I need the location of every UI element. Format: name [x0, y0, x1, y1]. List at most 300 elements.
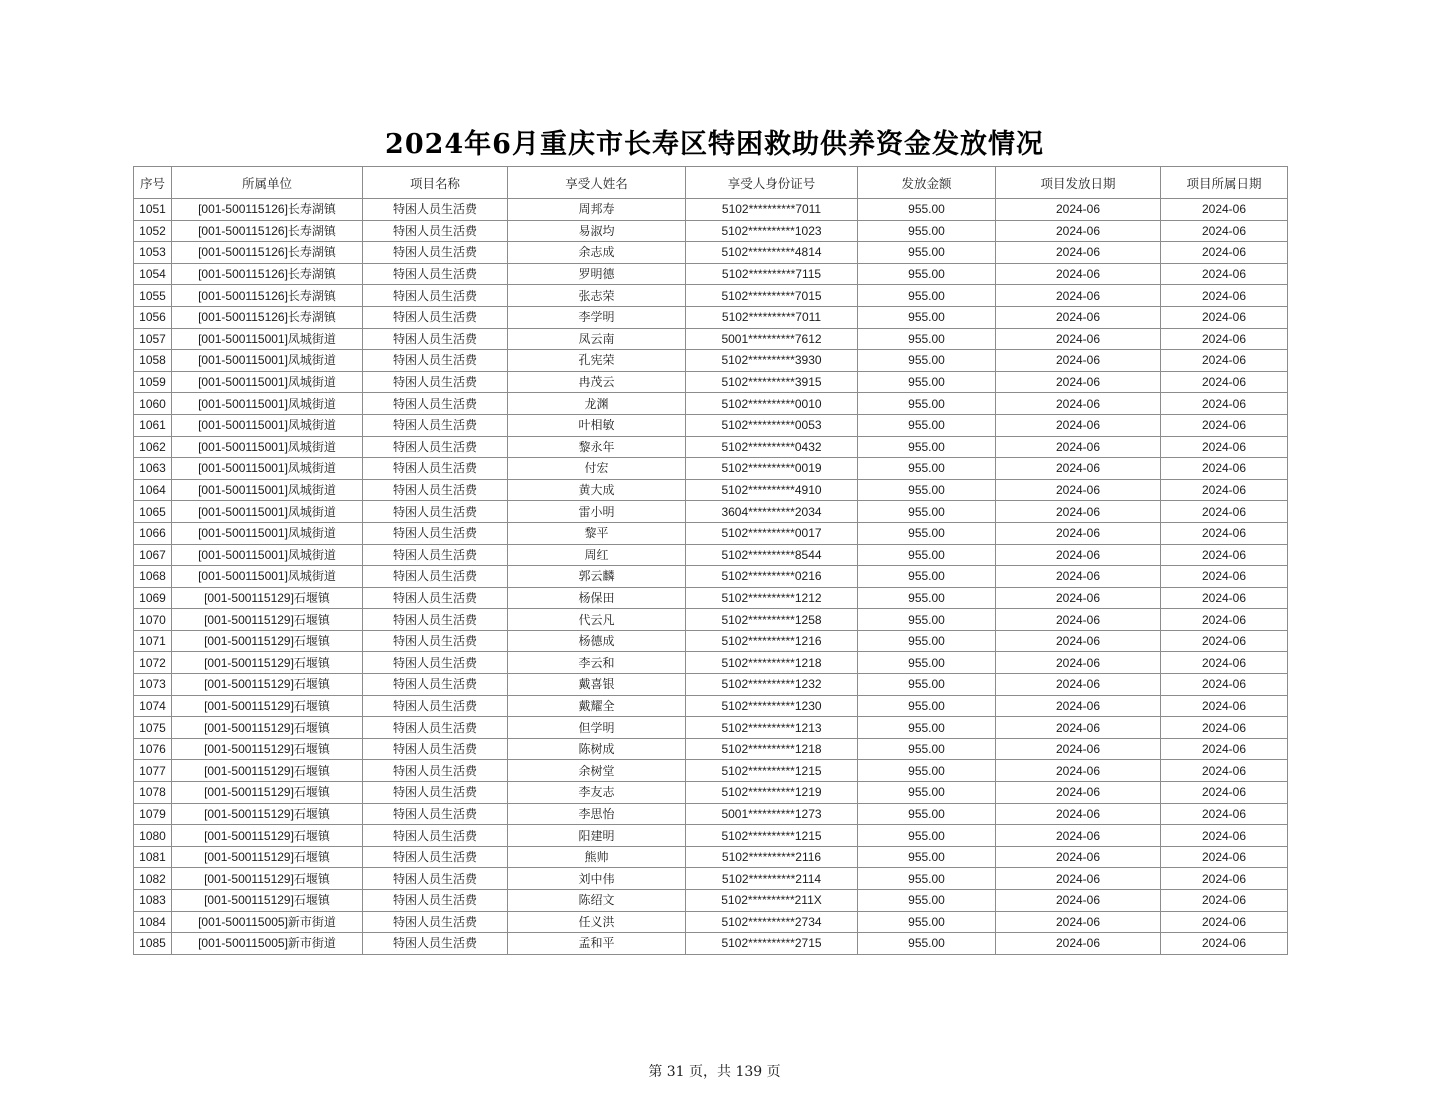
- cell-amount: 955.00: [858, 911, 996, 933]
- cell-amount: 955.00: [858, 458, 996, 480]
- cell-serial: 1084: [134, 911, 172, 933]
- cell-issue-date: 2024-06: [996, 587, 1161, 609]
- cell-name: 刘中伟: [508, 868, 686, 890]
- table-row: [134, 674, 1288, 696]
- cell-serial: 1053: [134, 242, 172, 264]
- cell-issue-date: 2024-06: [996, 285, 1161, 307]
- cell-name: 张志荣: [508, 285, 686, 307]
- cell-amount: 955.00: [858, 868, 996, 890]
- cell-issue-date: 2024-06: [996, 695, 1161, 717]
- cell-amount: 955.00: [858, 371, 996, 393]
- cell-unit: [001-500115129]石堰镇: [172, 738, 363, 760]
- cell-period-date: 2024-06: [1161, 803, 1288, 825]
- cell-project: 特困人员生活费: [363, 199, 508, 221]
- table-row: [134, 738, 1288, 760]
- cell-amount: 955.00: [858, 242, 996, 264]
- cell-serial: 1077: [134, 760, 172, 782]
- cell-issue-date: 2024-06: [996, 760, 1161, 782]
- cell-unit: [001-500115001]凤城街道: [172, 436, 363, 458]
- cell-unit: [001-500115001]凤城街道: [172, 501, 363, 523]
- cell-id-number: 5102**********7011: [686, 306, 858, 328]
- cell-id-number: 5102**********4910: [686, 479, 858, 501]
- cell-id-number: 5102**********0432: [686, 436, 858, 458]
- table-row: [134, 717, 1288, 739]
- cell-issue-date: 2024-06: [996, 458, 1161, 480]
- cell-amount: 955.00: [858, 803, 996, 825]
- cell-period-date: 2024-06: [1161, 414, 1288, 436]
- cell-period-date: 2024-06: [1161, 630, 1288, 652]
- cell-issue-date: 2024-06: [996, 306, 1161, 328]
- cell-issue-date: 2024-06: [996, 911, 1161, 933]
- table-row: [134, 933, 1288, 955]
- cell-project: 特困人员生活费: [363, 782, 508, 804]
- cell-issue-date: 2024-06: [996, 890, 1161, 912]
- cell-unit: [001-500115005]新市街道: [172, 933, 363, 955]
- table-row: [134, 609, 1288, 631]
- table-row: [134, 328, 1288, 350]
- grant-distribution-table: [133, 166, 1288, 955]
- cell-name: 李云和: [508, 652, 686, 674]
- cell-project: 特困人员生活费: [363, 501, 508, 523]
- cell-unit: [001-500115001]凤城街道: [172, 544, 363, 566]
- cell-period-date: 2024-06: [1161, 479, 1288, 501]
- col-header-serial: 序号: [134, 167, 172, 199]
- cell-unit: [001-500115129]石堰镇: [172, 868, 363, 890]
- cell-name: 冉茂云: [508, 371, 686, 393]
- table-row: [134, 825, 1288, 847]
- table-row: [134, 220, 1288, 242]
- cell-serial: 1064: [134, 479, 172, 501]
- cell-id-number: 5102**********0010: [686, 393, 858, 415]
- cell-amount: 955.00: [858, 350, 996, 372]
- cell-name: 周邦寿: [508, 199, 686, 221]
- cell-project: 特困人员生活费: [363, 566, 508, 588]
- cell-name: 陈绍文: [508, 890, 686, 912]
- cell-project: 特困人员生活费: [363, 825, 508, 847]
- cell-period-date: 2024-06: [1161, 199, 1288, 221]
- cell-issue-date: 2024-06: [996, 566, 1161, 588]
- cell-project: 特困人员生活费: [363, 479, 508, 501]
- cell-unit: [001-500115129]石堰镇: [172, 587, 363, 609]
- cell-amount: 955.00: [858, 566, 996, 588]
- cell-issue-date: 2024-06: [996, 630, 1161, 652]
- cell-serial: 1074: [134, 695, 172, 717]
- cell-name: 孔宪荣: [508, 350, 686, 372]
- cell-amount: 955.00: [858, 436, 996, 458]
- cell-serial: 1073: [134, 674, 172, 696]
- cell-period-date: 2024-06: [1161, 501, 1288, 523]
- cell-period-date: 2024-06: [1161, 587, 1288, 609]
- cell-project: 特困人员生活费: [363, 306, 508, 328]
- cell-period-date: 2024-06: [1161, 285, 1288, 307]
- cell-issue-date: 2024-06: [996, 609, 1161, 631]
- cell-unit: [001-500115001]凤城街道: [172, 414, 363, 436]
- cell-project: 特困人员生活费: [363, 760, 508, 782]
- cell-period-date: 2024-06: [1161, 371, 1288, 393]
- cell-project: 特困人员生活费: [363, 220, 508, 242]
- col-header-unit: 所属单位: [172, 167, 363, 199]
- cell-id-number: 5102**********0053: [686, 414, 858, 436]
- cell-id-number: 5102**********7011: [686, 199, 858, 221]
- cell-amount: 955.00: [858, 544, 996, 566]
- cell-period-date: 2024-06: [1161, 350, 1288, 372]
- table-row: [134, 760, 1288, 782]
- cell-project: 特困人员生活费: [363, 933, 508, 955]
- cell-serial: 1085: [134, 933, 172, 955]
- cell-period-date: 2024-06: [1161, 242, 1288, 264]
- cell-project: 特困人员生活费: [363, 242, 508, 264]
- cell-amount: 955.00: [858, 674, 996, 696]
- cell-issue-date: 2024-06: [996, 652, 1161, 674]
- cell-id-number: 5102**********1219: [686, 782, 858, 804]
- table-row: [134, 587, 1288, 609]
- table-row: [134, 630, 1288, 652]
- cell-id-number: 5102**********1258: [686, 609, 858, 631]
- cell-id-number: 5102**********1023: [686, 220, 858, 242]
- table-header-row: [134, 167, 1288, 199]
- cell-period-date: 2024-06: [1161, 890, 1288, 912]
- cell-unit: [001-500115001]凤城街道: [172, 350, 363, 372]
- cell-id-number: 5102**********0017: [686, 522, 858, 544]
- cell-id-number: 5001**********7612: [686, 328, 858, 350]
- cell-project: 特困人员生活费: [363, 436, 508, 458]
- cell-serial: 1052: [134, 220, 172, 242]
- cell-issue-date: 2024-06: [996, 199, 1161, 221]
- col-header-id-number: 享受人身份证号: [686, 167, 858, 199]
- page-number-footer: 第 31 页，共 139 页: [648, 1064, 781, 1080]
- cell-name: 易淑均: [508, 220, 686, 242]
- cell-unit: [001-500115126]长寿湖镇: [172, 285, 363, 307]
- cell-unit: [001-500115129]石堰镇: [172, 652, 363, 674]
- cell-project: 特困人员生活费: [363, 522, 508, 544]
- cell-period-date: 2024-06: [1161, 306, 1288, 328]
- table-row: [134, 242, 1288, 264]
- cell-amount: 955.00: [858, 501, 996, 523]
- cell-issue-date: 2024-06: [996, 868, 1161, 890]
- cell-project: 特困人员生活费: [363, 803, 508, 825]
- cell-issue-date: 2024-06: [996, 220, 1161, 242]
- cell-project: 特困人员生活费: [363, 846, 508, 868]
- cell-project: 特困人员生活费: [363, 868, 508, 890]
- cell-name: 陈树成: [508, 738, 686, 760]
- cell-issue-date: 2024-06: [996, 263, 1161, 285]
- cell-amount: 955.00: [858, 522, 996, 544]
- cell-name: 戴耀全: [508, 695, 686, 717]
- cell-project: 特困人员生活费: [363, 911, 508, 933]
- table-row: [134, 458, 1288, 480]
- cell-issue-date: 2024-06: [996, 738, 1161, 760]
- cell-unit: [001-500115129]石堰镇: [172, 782, 363, 804]
- cell-serial: 1055: [134, 285, 172, 307]
- cell-project: 特困人员生活费: [363, 544, 508, 566]
- cell-unit: [001-500115126]长寿湖镇: [172, 306, 363, 328]
- cell-name: 余志成: [508, 242, 686, 264]
- cell-serial: 1080: [134, 825, 172, 847]
- cell-unit: [001-500115129]石堰镇: [172, 630, 363, 652]
- cell-issue-date: 2024-06: [996, 674, 1161, 696]
- table-row: [134, 695, 1288, 717]
- cell-amount: 955.00: [858, 695, 996, 717]
- cell-serial: 1078: [134, 782, 172, 804]
- table-row: [134, 501, 1288, 523]
- cell-name: 李友志: [508, 782, 686, 804]
- cell-id-number: 5102**********1213: [686, 717, 858, 739]
- table-row: [134, 414, 1288, 436]
- table-row: [134, 263, 1288, 285]
- page-title: 2024年6月重庆市长寿区特困救助供养资金发放情况: [385, 129, 1044, 160]
- cell-period-date: 2024-06: [1161, 544, 1288, 566]
- cell-unit: [001-500115126]长寿湖镇: [172, 242, 363, 264]
- cell-serial: 1083: [134, 890, 172, 912]
- cell-name: 凤云南: [508, 328, 686, 350]
- cell-id-number: 5102**********1215: [686, 760, 858, 782]
- table-row: [134, 890, 1288, 912]
- cell-period-date: 2024-06: [1161, 609, 1288, 631]
- cell-unit: [001-500115129]石堰镇: [172, 695, 363, 717]
- cell-issue-date: 2024-06: [996, 501, 1161, 523]
- cell-project: 特困人员生活费: [363, 652, 508, 674]
- cell-id-number: 5102**********8544: [686, 544, 858, 566]
- cell-period-date: 2024-06: [1161, 436, 1288, 458]
- cell-name: 杨保田: [508, 587, 686, 609]
- cell-id-number: 5102**********7115: [686, 263, 858, 285]
- cell-serial: 1069: [134, 587, 172, 609]
- cell-period-date: 2024-06: [1161, 566, 1288, 588]
- cell-serial: 1075: [134, 717, 172, 739]
- table-row: [134, 911, 1288, 933]
- cell-serial: 1066: [134, 522, 172, 544]
- cell-project: 特困人员生活费: [363, 393, 508, 415]
- cell-amount: 955.00: [858, 717, 996, 739]
- cell-project: 特困人员生活费: [363, 695, 508, 717]
- table-row: [134, 285, 1288, 307]
- cell-unit: [001-500115005]新市街道: [172, 911, 363, 933]
- cell-project: 特困人员生活费: [363, 738, 508, 760]
- cell-issue-date: 2024-06: [996, 414, 1161, 436]
- cell-issue-date: 2024-06: [996, 242, 1161, 264]
- cell-amount: 955.00: [858, 933, 996, 955]
- cell-period-date: 2024-06: [1161, 458, 1288, 480]
- col-header-project: 项目名称: [363, 167, 508, 199]
- cell-period-date: 2024-06: [1161, 328, 1288, 350]
- cell-name: 孟和平: [508, 933, 686, 955]
- cell-unit: [001-500115001]凤城街道: [172, 371, 363, 393]
- cell-id-number: 5102**********1230: [686, 695, 858, 717]
- cell-name: 阳建明: [508, 825, 686, 847]
- cell-serial: 1081: [134, 846, 172, 868]
- cell-name: 代云凡: [508, 609, 686, 631]
- cell-id-number: 5102**********3930: [686, 350, 858, 372]
- cell-id-number: 5102**********1232: [686, 674, 858, 696]
- cell-serial: 1065: [134, 501, 172, 523]
- cell-issue-date: 2024-06: [996, 717, 1161, 739]
- cell-period-date: 2024-06: [1161, 652, 1288, 674]
- cell-unit: [001-500115001]凤城街道: [172, 458, 363, 480]
- cell-period-date: 2024-06: [1161, 846, 1288, 868]
- cell-serial: 1082: [134, 868, 172, 890]
- cell-project: 特困人员生活费: [363, 371, 508, 393]
- cell-unit: [001-500115129]石堰镇: [172, 674, 363, 696]
- cell-project: 特困人员生活费: [363, 630, 508, 652]
- cell-period-date: 2024-06: [1161, 522, 1288, 544]
- cell-name: 叶相敏: [508, 414, 686, 436]
- cell-issue-date: 2024-06: [996, 328, 1161, 350]
- table-row: [134, 350, 1288, 372]
- cell-unit: [001-500115001]凤城街道: [172, 393, 363, 415]
- cell-id-number: 5102**********2734: [686, 911, 858, 933]
- cell-issue-date: 2024-06: [996, 846, 1161, 868]
- cell-serial: 1051: [134, 199, 172, 221]
- cell-unit: [001-500115129]石堰镇: [172, 803, 363, 825]
- table-row: [134, 436, 1288, 458]
- cell-name: 熊帅: [508, 846, 686, 868]
- cell-name: 戴喜银: [508, 674, 686, 696]
- cell-issue-date: 2024-06: [996, 825, 1161, 847]
- cell-amount: 955.00: [858, 393, 996, 415]
- cell-period-date: 2024-06: [1161, 717, 1288, 739]
- cell-amount: 955.00: [858, 890, 996, 912]
- cell-issue-date: 2024-06: [996, 436, 1161, 458]
- cell-period-date: 2024-06: [1161, 393, 1288, 415]
- table-row: [134, 782, 1288, 804]
- cell-amount: 955.00: [858, 285, 996, 307]
- cell-unit: [001-500115126]长寿湖镇: [172, 199, 363, 221]
- cell-serial: 1054: [134, 263, 172, 285]
- cell-unit: [001-500115129]石堰镇: [172, 890, 363, 912]
- cell-amount: 955.00: [858, 306, 996, 328]
- cell-issue-date: 2024-06: [996, 803, 1161, 825]
- cell-period-date: 2024-06: [1161, 674, 1288, 696]
- cell-period-date: 2024-06: [1161, 263, 1288, 285]
- cell-id-number: 5001**********1273: [686, 803, 858, 825]
- cell-amount: 955.00: [858, 652, 996, 674]
- cell-name: 黄大成: [508, 479, 686, 501]
- cell-project: 特困人员生活费: [363, 263, 508, 285]
- cell-issue-date: 2024-06: [996, 479, 1161, 501]
- cell-name: 周红: [508, 544, 686, 566]
- table-row: [134, 544, 1288, 566]
- cell-id-number: 5102**********7015: [686, 285, 858, 307]
- cell-period-date: 2024-06: [1161, 220, 1288, 242]
- cell-unit: [001-500115129]石堰镇: [172, 609, 363, 631]
- cell-unit: [001-500115126]长寿湖镇: [172, 263, 363, 285]
- cell-name: 黎平: [508, 522, 686, 544]
- cell-name: 雷小明: [508, 501, 686, 523]
- cell-id-number: 5102**********4814: [686, 242, 858, 264]
- cell-period-date: 2024-06: [1161, 868, 1288, 890]
- cell-amount: 955.00: [858, 328, 996, 350]
- table-row: [134, 868, 1288, 890]
- cell-id-number: 5102**********0216: [686, 566, 858, 588]
- cell-amount: 955.00: [858, 825, 996, 847]
- cell-issue-date: 2024-06: [996, 371, 1161, 393]
- cell-amount: 955.00: [858, 199, 996, 221]
- cell-serial: 1062: [134, 436, 172, 458]
- cell-period-date: 2024-06: [1161, 695, 1288, 717]
- cell-period-date: 2024-06: [1161, 760, 1288, 782]
- cell-project: 特困人员生活费: [363, 285, 508, 307]
- cell-name: 杨德成: [508, 630, 686, 652]
- cell-issue-date: 2024-06: [996, 782, 1161, 804]
- cell-amount: 955.00: [858, 630, 996, 652]
- cell-issue-date: 2024-06: [996, 933, 1161, 955]
- cell-unit: [001-500115126]长寿湖镇: [172, 220, 363, 242]
- table-row: [134, 479, 1288, 501]
- cell-serial: 1076: [134, 738, 172, 760]
- cell-project: 特困人员生活费: [363, 350, 508, 372]
- cell-serial: 1059: [134, 371, 172, 393]
- cell-serial: 1072: [134, 652, 172, 674]
- cell-project: 特困人员生活费: [363, 717, 508, 739]
- cell-id-number: 5102**********2114: [686, 868, 858, 890]
- table-row: [134, 522, 1288, 544]
- cell-serial: 1079: [134, 803, 172, 825]
- cell-issue-date: 2024-06: [996, 393, 1161, 415]
- cell-amount: 955.00: [858, 414, 996, 436]
- cell-serial: 1057: [134, 328, 172, 350]
- cell-issue-date: 2024-06: [996, 350, 1161, 372]
- table-row: [134, 371, 1288, 393]
- cell-amount: 955.00: [858, 846, 996, 868]
- table-row: [134, 652, 1288, 674]
- cell-amount: 955.00: [858, 220, 996, 242]
- cell-serial: 1058: [134, 350, 172, 372]
- cell-name: 李学明: [508, 306, 686, 328]
- cell-id-number: 5102**********1212: [686, 587, 858, 609]
- cell-project: 特困人员生活费: [363, 890, 508, 912]
- cell-issue-date: 2024-06: [996, 522, 1161, 544]
- cell-serial: 1068: [134, 566, 172, 588]
- cell-name: 付宏: [508, 458, 686, 480]
- cell-amount: 955.00: [858, 738, 996, 760]
- cell-serial: 1056: [134, 306, 172, 328]
- cell-amount: 955.00: [858, 760, 996, 782]
- cell-unit: [001-500115001]凤城街道: [172, 566, 363, 588]
- cell-unit: [001-500115001]凤城街道: [172, 522, 363, 544]
- cell-id-number: 3604**********2034: [686, 501, 858, 523]
- cell-period-date: 2024-06: [1161, 738, 1288, 760]
- cell-id-number: 5102**********1218: [686, 652, 858, 674]
- cell-name: 余树堂: [508, 760, 686, 782]
- cell-project: 特困人员生活费: [363, 674, 508, 696]
- table-row: [134, 803, 1288, 825]
- cell-unit: [001-500115129]石堰镇: [172, 760, 363, 782]
- table-row: [134, 393, 1288, 415]
- cell-serial: 1071: [134, 630, 172, 652]
- table-row: [134, 199, 1288, 221]
- col-header-amount: 发放金额: [858, 167, 996, 199]
- cell-unit: [001-500115001]凤城街道: [172, 479, 363, 501]
- cell-id-number: 5102**********1218: [686, 738, 858, 760]
- table-row: [134, 566, 1288, 588]
- cell-id-number: 5102**********2116: [686, 846, 858, 868]
- cell-amount: 955.00: [858, 609, 996, 631]
- cell-unit: [001-500115129]石堰镇: [172, 846, 363, 868]
- cell-serial: 1067: [134, 544, 172, 566]
- cell-name: 李思怡: [508, 803, 686, 825]
- cell-period-date: 2024-06: [1161, 933, 1288, 955]
- cell-amount: 955.00: [858, 479, 996, 501]
- cell-issue-date: 2024-06: [996, 544, 1161, 566]
- col-header-issue-date: 项目发放日期: [996, 167, 1161, 199]
- cell-name: 郭云麟: [508, 566, 686, 588]
- col-header-period-date: 项目所属日期: [1161, 167, 1288, 199]
- cell-id-number: 5102**********1216: [686, 630, 858, 652]
- cell-period-date: 2024-06: [1161, 782, 1288, 804]
- cell-name: 但学明: [508, 717, 686, 739]
- table-row: [134, 846, 1288, 868]
- cell-unit: [001-500115129]石堰镇: [172, 825, 363, 847]
